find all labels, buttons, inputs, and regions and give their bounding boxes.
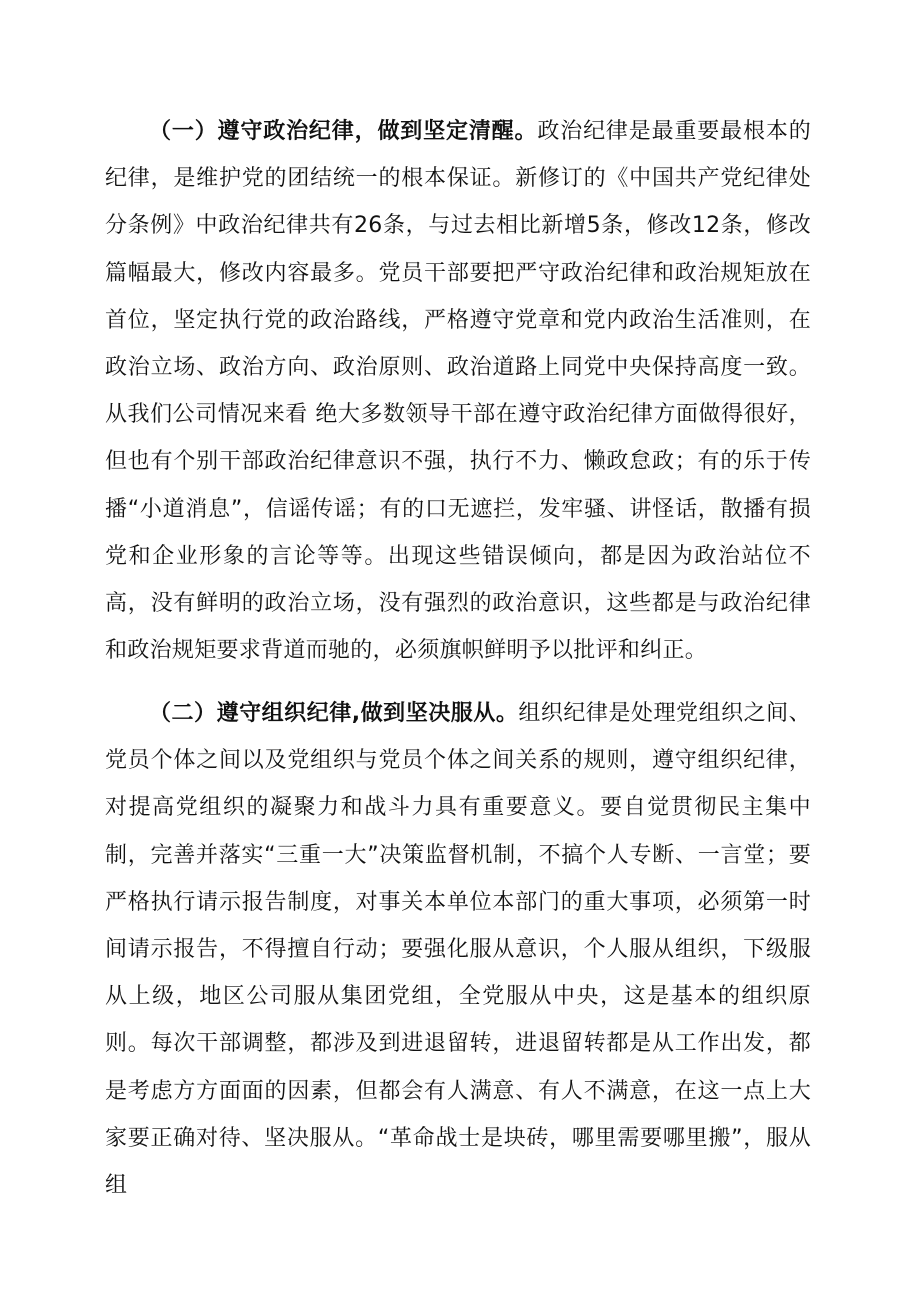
section-heading: （一）遵守政治纪律，做到坚定清醒。 <box>149 119 538 144</box>
paragraph-organizational-discipline <box>105 690 811 1209</box>
paragraph-body: 组织纪律是处理党组织之间、党员个体之间以及党组织与党员个体之间关系的规则，遵守组织纪律，对提高党组织的凝聚力和战斗力具有重要意义。要自觉贯彻民主集中制，完善并落实“三重一大”决策监督机制，不搞个人专断、一言堂；要严格执行请示报告制度，对事关本单位本部门的重大事项，必须第一时间请示报告，不得擅自行动；要强化服从意识，个人服从组织，下级服从上级，地区公司服从集团党组，全党服从中央，这是基本的组织原则。每次干部调整，都涉及到进退留转，进退留转都是从工作出发，都是考虑方方面面的因素，但都会有人满意、有人不满意，在这一点上大家要正确对待、坚决服从。“革命战士是块砖，哪里需要哪里搬”，服从组 <box>105 701 811 1199</box>
section-heading: （二）遵守组织纪律,做到坚决服从。 <box>149 701 519 726</box>
paragraph-body: 政治纪律是最重要最根本的纪律，是维护党的团结统一的根本保证。新修订的《中国共产党纪律处分条例》中政治纪律共有26条，与过去相比新增5条，修改12条，修改篇幅最大，修改内容最多。党员干部要把严守政治纪律和政治规矩放在首位，坚定执行党的政治路线，严格遵守党章和党内政治生活准则，在政治立场、政治方向、政治原则、政治道路上同党中央保持高度一致。从我们公司情况来看 绝大多数领导干部在遵守政治纪律方面做得很好，但也有个别干部政治纪律意识不强，执行不力、懒政怠政；有的乐于传播“小道消息”，信谣传谣；有的口无遮拦，发牢骚、讲怪话，散播有损党和企业形象的言论等等。出现这些错误倾向，都是因为政治站位不高，没有鲜明的政治立场，没有强烈的政治意识，这些都是与政治纪律和政治规矩要求背道而驰的，必须旗帜鲜明予以批评和纠正。 <box>105 119 811 664</box>
paragraph-political-discipline <box>105 108 811 674</box>
